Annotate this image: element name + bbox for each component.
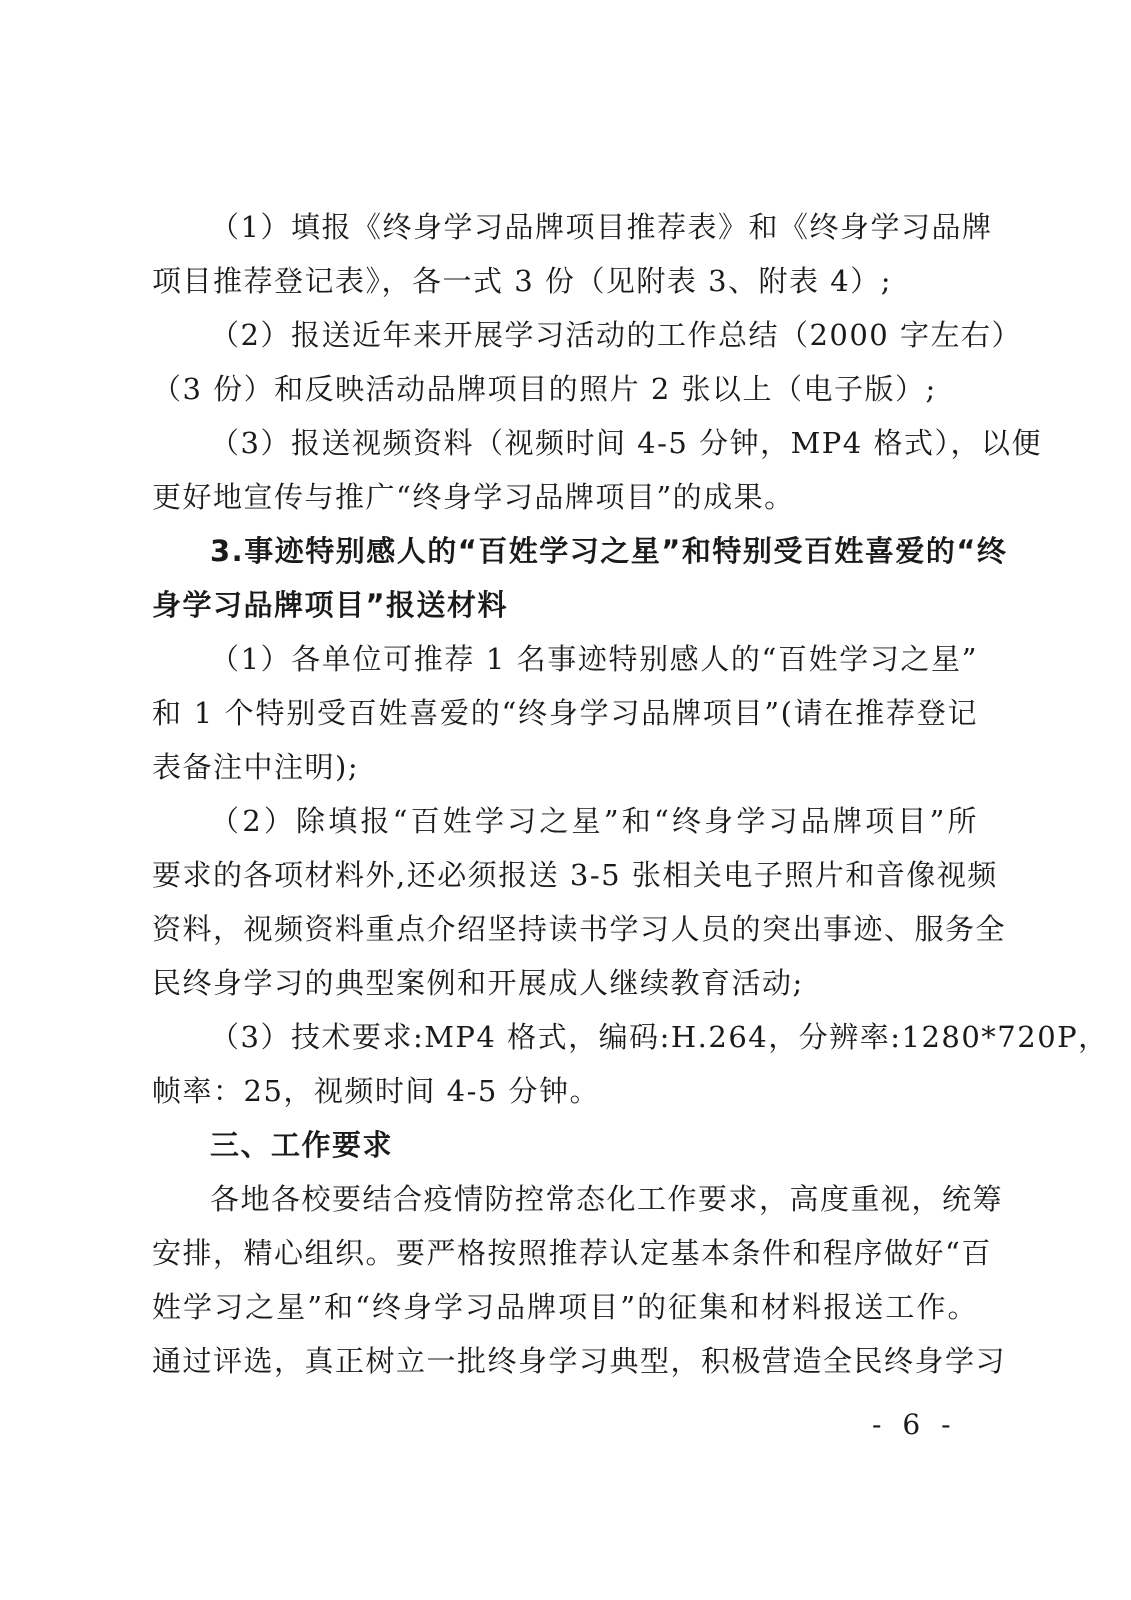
paragraph-line: （1）各单位可推荐 1 名事迹特别感人的“百姓学习之星”	[210, 642, 978, 676]
paragraph-line: 更好地宣传与推广“终身学习品牌项目”的成果。	[152, 480, 795, 514]
subheading-line: 3.事迹特别感人的“百姓学习之星”和特别受百姓喜爱的“终	[210, 534, 1008, 568]
paragraph-line: （3）报送视频资料（视频时间 4-5 分钟，MP4 格式），以便	[210, 426, 1042, 460]
subheading-line: 身学习品牌项目”报送材料	[152, 588, 509, 622]
paragraph-line: （3 份）和反映活动品牌项目的照片 2 张以上（电子版）;	[152, 372, 937, 406]
paragraph-line: 项目推荐登记表》，各一式 3 份（见附表 3、附表 4）;	[152, 264, 892, 298]
paragraph-line: 和 1 个特别受百姓喜爱的“终身学习品牌项目”(请在推荐登记	[152, 696, 978, 730]
section-heading: 三、工作要求	[210, 1128, 394, 1162]
paragraph-line: （2）除填报“百姓学习之星”和“终身学习品牌项目”所	[210, 804, 978, 838]
paragraph-line: 要求的各项材料外,还必须报送 3-5 张相关电子照片和音像视频	[152, 858, 998, 892]
paragraph-line: 民终身学习的典型案例和开展成人继续教育活动;	[152, 966, 804, 1000]
paragraph-line: 资料，视频资料重点介绍坚持读书学习人员的突出事迹、服务全	[152, 912, 1007, 946]
paragraph-line: （3）技术要求:MP4 格式，编码:H.264，分辨率:1280*720P，	[210, 1020, 1109, 1054]
document-body	[152, 200, 1109, 1388]
paragraph-line: 帧率：25，视频时间 4-5 分钟。	[152, 1074, 601, 1108]
paragraph-line: 姓学习之星”和“终身学习品牌项目”的征集和材料报送工作。	[152, 1290, 978, 1324]
paragraph-line: 通过评选，真正树立一批终身学习典型，积极营造全民终身学习	[152, 1344, 1007, 1378]
paragraph-line: （2）报送近年来开展学习活动的工作总结（2000 字左右）	[210, 318, 1022, 352]
page-number: - 6 -	[872, 1408, 957, 1441]
paragraph-line: 表备注中注明);	[152, 750, 360, 784]
paragraph-line: 安排，精心组织。要严格按照推荐认定基本条件和程序做好“百	[152, 1236, 992, 1270]
paragraph-line: 各地各校要结合疫情防控常态化工作要求，高度重视，统筹	[210, 1182, 1004, 1216]
paragraph-line: （1）填报《终身学习品牌项目推荐表》和《终身学习品牌	[210, 210, 993, 244]
